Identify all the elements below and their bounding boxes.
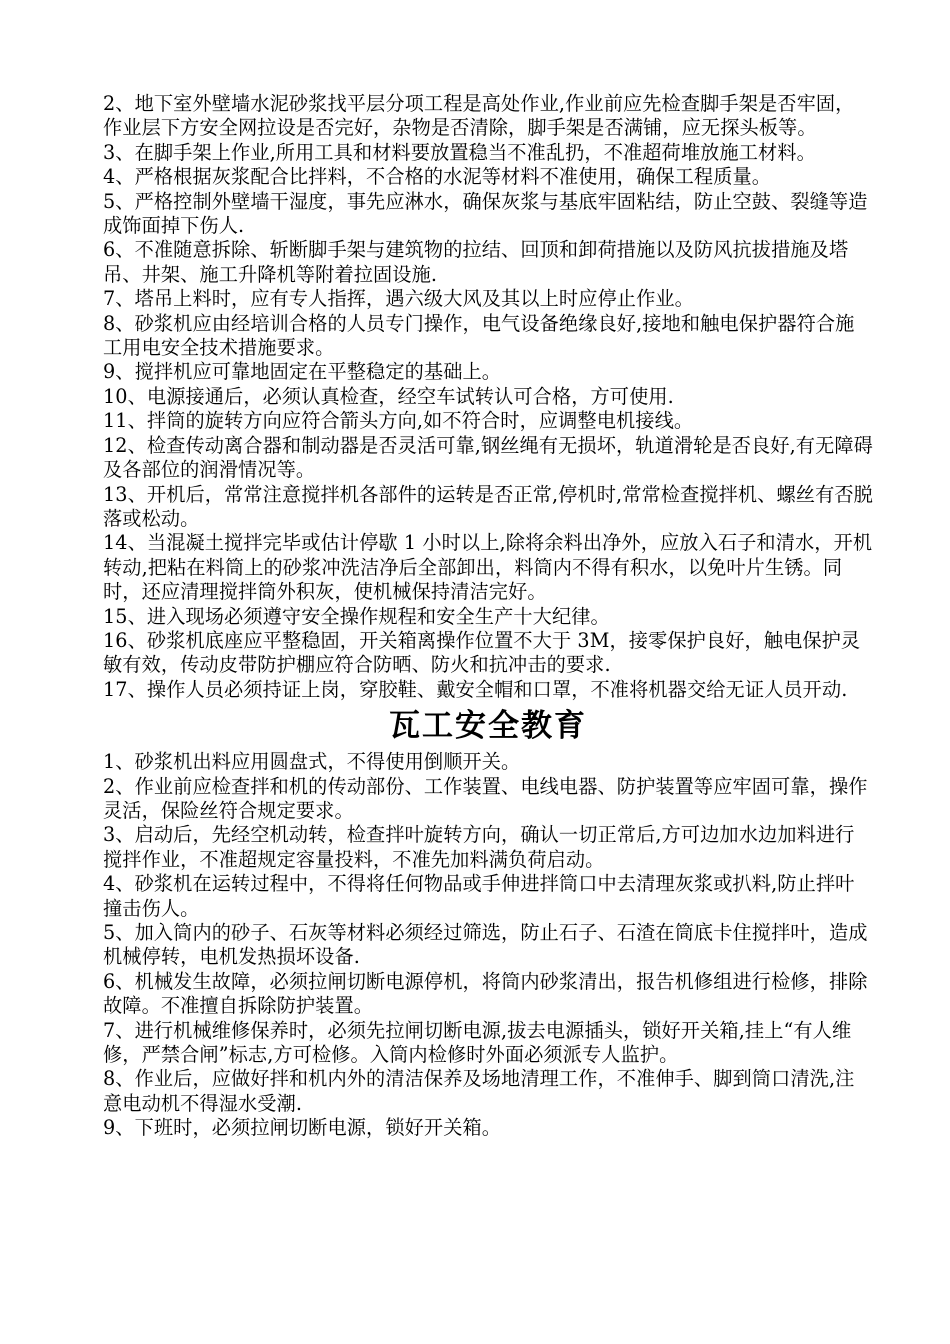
section-title: 瓦工安全教育 xyxy=(389,708,587,745)
rule-item-1: 1、砂浆机出料应用圆盘式，不得使用倒顺开关。 xyxy=(103,750,521,774)
paragraph-item-14: 14、当混凝土搅拌完毕或估计停歇 1 小时以上,除将余料出净外，应放入石子和清水，开机转动,把粘在料筒上的砂浆冲洗洁净后全部卸出，料筒内不得有积水，以免叶片生锈。同时，还应清理搅拌筒外积灰，使机械保持清洁完好。 xyxy=(103,531,873,604)
rule-item-6: 6、机械发生故障，必须拉闸切断电源停机，将筒内砂浆清出，报告机修组进行检修，排除故障。不准擅自拆除防护装置。 xyxy=(103,969,868,1018)
rule-item-7: 7、进行机械维修保养时，必须先拉闸切断电源,拔去电源插头，锁好开关箱,挂上“有人维修，严禁合闸”标志,方可检修。入筒内检修时外面必须派专人监护。 xyxy=(103,1018,852,1067)
rule-item-5: 5、加入筒内的砂子、石灰等材料必须经过筛选，防止石子、石渣在筒底卡住搅拌叶，造成机械停转，电机发热损坏设备. xyxy=(103,921,868,969)
paragraph-item-5: 5、严格控制外壁墙干湿度，事先应淋水，确保灰浆与基底牢固粘结，防止空鼓、裂缝等造成饰面掉下伤人. xyxy=(103,189,868,238)
paragraph-item-7: 7、塔吊上料时，应有专人指挥，遇六级大风及其以上时应停止作业。 xyxy=(103,287,694,311)
paragraph-item-10: 10、电源接通后，必须认真检查，经空车试转认可合格，方可使用. xyxy=(103,384,674,408)
paragraph-item-3: 3、在脚手架上作业,所用工具和材料要放置稳当不准乱扔，不准超荷堆放施工材料。 xyxy=(103,140,816,164)
paragraph-item-17: 17、操作人员必须持证上岗，穿胶鞋、戴安全帽和口罩，不准将机器交给无证人员开动. xyxy=(103,677,848,701)
rule-item-3: 3、启动后，先经空机动转，检查拌叶旋转方向，确认一切正常后,方可边加水边加料进行搅拌作业，不准超规定容量投料，不准先加料满负荷启动。 xyxy=(103,823,855,871)
rule-item-4: 4、砂浆机在运转过程中，不得将任何物品或手伸进拌筒口中去清理灰浆或扒料,防止拌叶撞击伤人。 xyxy=(103,872,855,920)
rule-item-2: 2、作业前应检查拌和机的传动部份、工作装置、电线电器、防护装置等应牢固可靠，操作灵活，保险丝符合规定要求。 xyxy=(103,774,868,822)
paragraph-item-6: 6、不准随意拆除、斩断脚手架与建筑物的拉结、回顶和卸荷措施以及防风抗拔措施及塔吊、井架、施工升降机等附着拉固设施. xyxy=(103,238,849,286)
paragraph-item-13: 13、开机后，常常注意搅拌机各部件的运转是否正常,停机时,常常检查搅拌机、螺丝有否脱落或松动。 xyxy=(103,482,873,530)
paragraph-item-12: 12、检查传动离合器和制动器是否灵活可靠,钢丝绳有无损坏，轨道滑轮是否良好,有无障碍及各部位的润滑情况等。 xyxy=(103,433,873,482)
paragraph-item-16: 16、砂浆机底座应平整稳固，开关箱离操作位置不大于 3M，接零保护良好，触电保护灵敏有效，传动皮带防护棚应符合防晒、防火和抗冲击的要求. xyxy=(103,628,861,677)
paragraph-item-8: 8、砂浆机应由经培训合格的人员专门操作，电气设备绝缘良好,接地和触电保护器符合施工用电安全技术措施要求。 xyxy=(103,311,855,360)
paragraph-item-2: 2、地下室外壁墙水泥砂浆找平层分项工程是高处作业,作业前应先检查脚手架是否牢固，作业层下方安全网拉设是否完好，杂物是否清除，脚手架是否满铺，应无探头板等。 xyxy=(103,92,855,140)
paragraph-item-9: 9、搅拌机应可靠地固定在平整稳定的基础上。 xyxy=(103,360,502,384)
document-page xyxy=(103,92,873,1141)
rule-item-9: 9、下班时，必须拉闸切断电源，锁好开关箱。 xyxy=(103,1116,502,1140)
paragraph-item-11: 11、拌筒的旋转方向应符合箭头方向,如不符合时，应调整电机接线。 xyxy=(103,409,694,433)
rule-item-8: 8、作业后，应做好拌和机内外的清洁保养及场地清理工作，不准伸手、脚到筒口清洗,注意电动机不得湿水受潮. xyxy=(103,1067,855,1115)
paragraph-item-4: 4、严格根据灰浆配合比拌料，不合格的水泥等材料不准使用，确保工程质量。 xyxy=(103,165,772,189)
paragraph-item-15: 15、进入现场必须遵守安全操作规程和安全生产十大纪律。 xyxy=(103,604,610,628)
